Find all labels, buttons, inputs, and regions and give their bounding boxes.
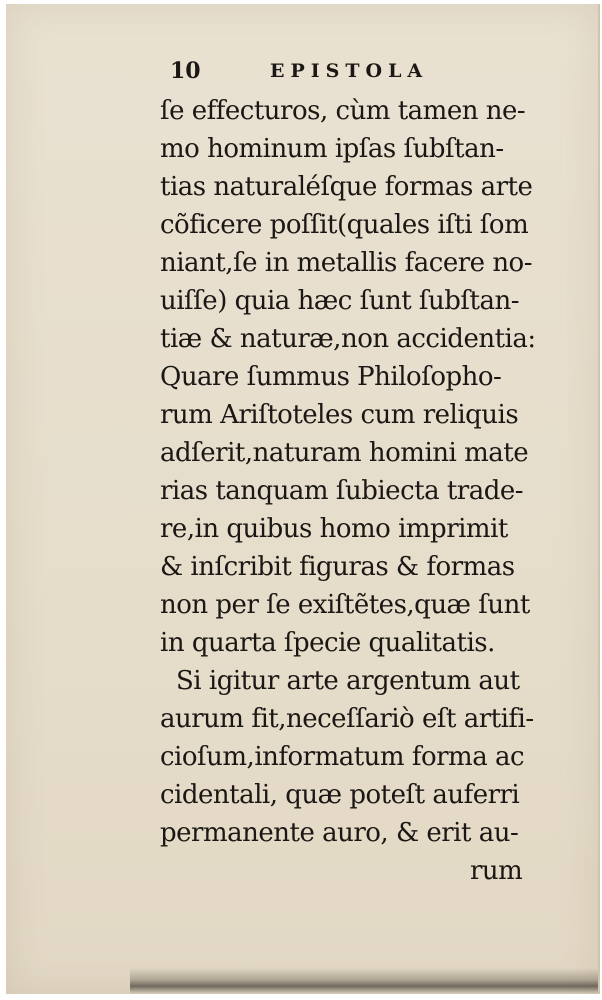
text-line: Quare ſummus Philoſopho- [160,362,502,392]
text-line: ſe effecturos, cùm tamen ne- [160,96,526,126]
text-line: uiſſe) quia hæc ſunt ſubſtan- [160,286,520,316]
text-line: mo hominum ipſas ſubſtan- [160,134,504,164]
text-line: cioſum,informatum forma ac [160,742,525,772]
text-line: non per ſe exiſtẽtes,quæ ſunt [160,590,530,620]
text-line: permanente auro, & erit au- [160,818,519,848]
text-line: Si igitur arte argentum aut [176,666,520,696]
text-line: & inſcribit figuras & formas [160,552,515,582]
running-head: EPISTOLA [270,60,429,82]
text-line: re,in quibus homo imprimit [160,514,508,544]
text-line: rias tanquam ſubiecta trade- [160,476,524,506]
page-bottom-shadow [130,968,598,994]
catchword: rum [470,856,523,886]
text-line: adſerit,naturam homini mate [160,438,529,468]
text-line: aurum fit,neceſſariò eſt artifi- [160,704,534,734]
page-header [170,58,530,88]
text-line: cidentali, quæ poteſt auferri [160,780,520,810]
text-line: in quarta ſpecie qualitatis. [160,628,495,658]
text-line: tias naturaléſque formas arte [160,172,533,202]
text-line: niant,ſe in metallis facere no- [160,248,532,278]
page-number: 10 [170,58,201,84]
text-line: rum Ariſtoteles cum reliquis [160,400,519,430]
text-line: tiæ & naturæ,non accidentia: [160,324,536,354]
text-line: cõficere poſſit(quales iſti ſom [160,210,529,240]
